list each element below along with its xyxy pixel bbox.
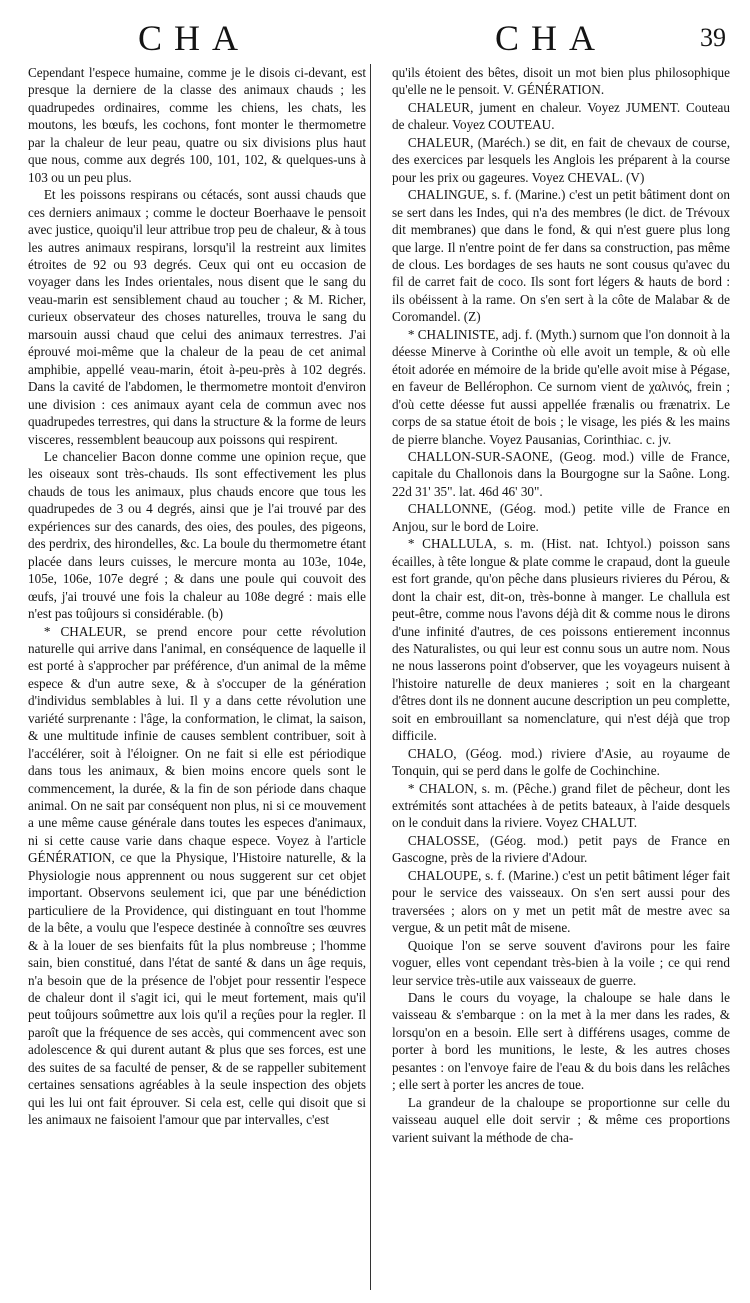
entry-chalosse: CHALOSSE, (Géog. mod.) petit pays de France en Gascogne, près de la riviere d'Adour. [392,832,730,866]
paragraph-chaloupe-4: La grandeur de la chaloupe se proportionne sur celle du vaisseau auquel elle doit servir ; & même ces proportions varient suivant la méthode de cha- [392,1094,730,1145]
entry-chalo: CHALO, (Géog. mod.) riviere d'Asie, au royaume de Tonquin, qui se perd dans le golfe de Cochinchine. [392,745,730,779]
entry-chaleur-marech: CHALEUR, (Maréch.) se dit, en fait de chevaux de course, des exercices par lesquels les Anglois les préparent à la course pour les prix ou gageures. Voyez CHEVAL. (V) [392,134,730,185]
paragraph-left-1: Cependant l'espece humaine, comme je le disois ci-devant, est presque la derniere de la classe des animaux chauds ; les quadrupedes ordinaires, comme les chiens, les chats, les moutons, les bœufs, les cochons, font monter le thermometre par la chaleur de leur peau, quatre ou six divisions plus haut que nous, comme aux degrés 100, 101, 102, & quelques-uns à 103 ou un peu plus. [28,65,366,185]
entry-challula: * CHALLULA, s. m. (Hist. nat. Ichtyol.) poisson sans écailles, à tête longue & plate comme le crapaud, dont la gueule est fort grande, qu'on pêche dans plusieurs rivieres du Pérou, & dont la chair est, dit-on, très-bonne à manger. Le challula est peut-être, comme nous l'avons déjà dit & comme nous le dirons d'une infinité d'autres, de ces poissons entierement inconnus des Naturalistes, ou qui leur est connu sous un autre nom. Nous ne nous lasserons point d'observer, que les voyageurs nuisent à l'histoire naturelle de deux manieres ; soit en la chargeant d'êtres dont ils ne donnent aucune description un peu complette, soit en embrouillant sa nomenclature, qui n'est déjà que trop difficile. [392,536,730,744]
entry-chaliniste: * CHALINISTE, adj. f. (Myth.) surnom que l'on donnoit à la déesse Minerve à Corinthe où elle avoit un temple, & où elle étoit adorée en mémoire de la bride qu'elle avoit mise à Pégase, en faveur de Bellérophon. Ce surnom vient de χαλινός, frein ; d'où cette déesse fut aussi appellée frænalis ou frænatrix. Le corps de sa statue étoit de bois ; le visage, les piés & les mains de pierre blanche. Voyez Pausanias, Corinthiac. c. jv. [392,326,730,447]
paragraph-left-4: * CHALEUR, se prend encore pour cette révolution naturelle qui arrive dans l'animal, en conséquence de laquelle il est porté à s'approcher par préférence, d'un animal de la même espece & d'un autre sexe, & à s'occuper de la génération d'individus semblables à lui. Il y a dans cette révolution une variété surprenante : l'âge, la conformation, le climat, la saison, & une multitude infinie de causes semblent contribuer, soit à l'accélérer, soit à l'éloigner. On ne fait si elle est périodique dans tous les animaux, & bien moins encore quels sont le commencement, la durée, & la fin de son période dans chaque animal. On ne sait par conséquent non plus, ni si ce mouvement a une même cause générale dans toutes les especes d'animaux, ni si cette cause varie dans chaque espece. Voyez à l'article GÉNÉRATION, ce que la Physique, l'Histoire naturelle, & la Physiologie nous apprennent ou nous suggerent sur cet objet important. Observons seulement ici, que par une bénédiction particuliere de la Providence, qui distinguant en tout l'homme de la bête, a voulu que l'espece destinée à connoître ses œuvres & à la louer de ses bienfaits fût la plus nombreuse ; l'homme sain, bien constitué, dans l'état de santé & dans un âge requis, n'a besoin que de la présence de l'objet pour ressentir l'espece de chaleur dont il s'agit ici, qui le meut fortement, mais qu'il peut toûjours soûmettre aux lois qu'il a reçûes pour la regler. Il paroît que la fréquence de ses accès, qui commencent avec son adolescence & qui durent autant & plus que ses forces, est une des suites de sa faculté de penser, & de se rappeller subitement certaines sensations agréables à la seule inspection des objets qui les lui ont fait éprouver. Si cela est, celle qui disoit que si les animaux ne faisoient l'amour que par intervalles, c'est [28,623,366,1128]
paragraph-chaloupe-2: Quoique l'on se serve souvent d'avirons pour les faire voguer, elles vont cependant très-bien à la voile ; ce qui rend leur service très-utile aux vaisseaux de guerre. [392,937,730,988]
right-column [392,64,730,1296]
paragraph-right-1: qu'ils étoient des bêtes, disoit un mot bien plus philosophique qu'elle ne le pensoit. V. GÉNÉRATION. [392,65,730,98]
left-column [28,64,366,1296]
right-headword: CHA [495,18,608,58]
entry-chaloupe: CHALOUPE, s. f. (Marine.) c'est un petit bâtiment léger fait pour le service des vaisseaux. On s'en sert aussi pour des traversées ; alors on y met un petit mât de mestre avec sa vergue, & un petit mât de misene. [392,867,730,936]
column-divider [370,64,371,1290]
paragraph-left-2: Et les poissons respirans ou cétacés, sont aussi chauds que ces derniers animaux ; comme le docteur Boerhaave le pensoit avec justice, quoiqu'il leur attribue trop peu de chaleur, & à tous les autres animaux respirans, lorsqu'il la restreint aux limites étroites de 92 ou 93 degrés. Ceux qui ont eu occasion de voyager dans les Indes orientales, nous disent que le sang du veau-marin est sensiblement chaud au toucher ; & M. Richer, curieux observateur des choses naturelles, trouva le sang du marsouin aussi chaud que celui des animaux terrestres. J'ai éprouvé moi-même que la chaleur de la peau de cet animal amphibie, appellé veau-marin, étoit à-peu-près à 102 degrés. Dans la cavité de l'abdomen, le thermometre montoit d'environ une division : ces animaux ayant cela de commun avec nos quadrupedes terrestres, qui dans la structure & la forme de leurs visceres, ressemblent beaucoup aux poissons qui respirent. [28,187,366,447]
entry-chaleur-jument: CHALEUR, jument en chaleur. Voyez JUMENT. Couteau de chaleur. Voyez COUTEAU. [392,99,730,133]
running-header [0,18,750,58]
entry-chalingue: CHALINGUE, s. f. (Marine.) c'est un petit bâtiment dont on se sert dans les Indes, qui n'a des membres (le dict. de Trévoux dit membranes) que dans le fond, & qui n'est guere plus long que large. Il n'entre point de fer dans sa construction, pas même de clous. Les bordages de ses hauts ne sont cousus qu'avec du fil de carret fait de coco. Ils sont fort légers & hauts de bord : ils obéissent à la rame. On s'en sert à la côte de Malabar & de Coromandel. (Z) [392,187,730,325]
entry-chalon: * CHALON, s. m. (Pêche.) grand filet de pêcheur, dont les extrémités sont attachées à de petits bateaux, à l'aide desquels on le conduit dans la riviere. Voyez CHALUT. [392,780,730,831]
entry-challonne: CHALLONNE, (Géog. mod.) petite ville de France en Anjou, sur le bord de Loire. [392,501,730,534]
paragraph-chaloupe-3: Dans le cours du voyage, la chaloupe se hale dans le vaisseau & s'embarque : on la met à la mer dans les rades, & lorsqu'on en a besoin. Elle sert à différens usages, comme de porter à bord les munitions, le leste, & les autres choses pesantes : on l'envoye faire de l'eau & du bois dans les relâches ; elle sert à porter les ancres de toue. [392,990,730,1093]
left-headword: CHA [138,18,251,58]
page-number: 39 [700,23,726,52]
entry-challon-sur-saone: CHALLON-SUR-SAONE, (Geog. mod.) ville de France, capitale du Challonois dans la Bourgogne sur la Saône. Long. 22d 31' 35". lat. 46d 46' 30". [392,448,730,499]
paragraph-left-3: Le chancelier Bacon donne comme une opinion reçue, que les oiseaux sont très-chauds. Ils sont effectivement les plus chauds de tous les animaux, plus chauds encore que tous les quadrupedes de 3 ou 4 degrés, ainsi que je l'ai trouvé par des expériences sur des canards, des oies, des poules, des pigeons, des perdrix, des hirondelles, &c. La boule du thermometre étant placée dans leurs cuisses, le mercure monta au 103e, 104e, 105e, 106e, 107e degré ; & dans une poule qui couvoit des œufs, j'ai trouvé une fois la chaleur au 108e degré : mais elle n'est pas toûjours si considérable. (b) [28,448,366,622]
